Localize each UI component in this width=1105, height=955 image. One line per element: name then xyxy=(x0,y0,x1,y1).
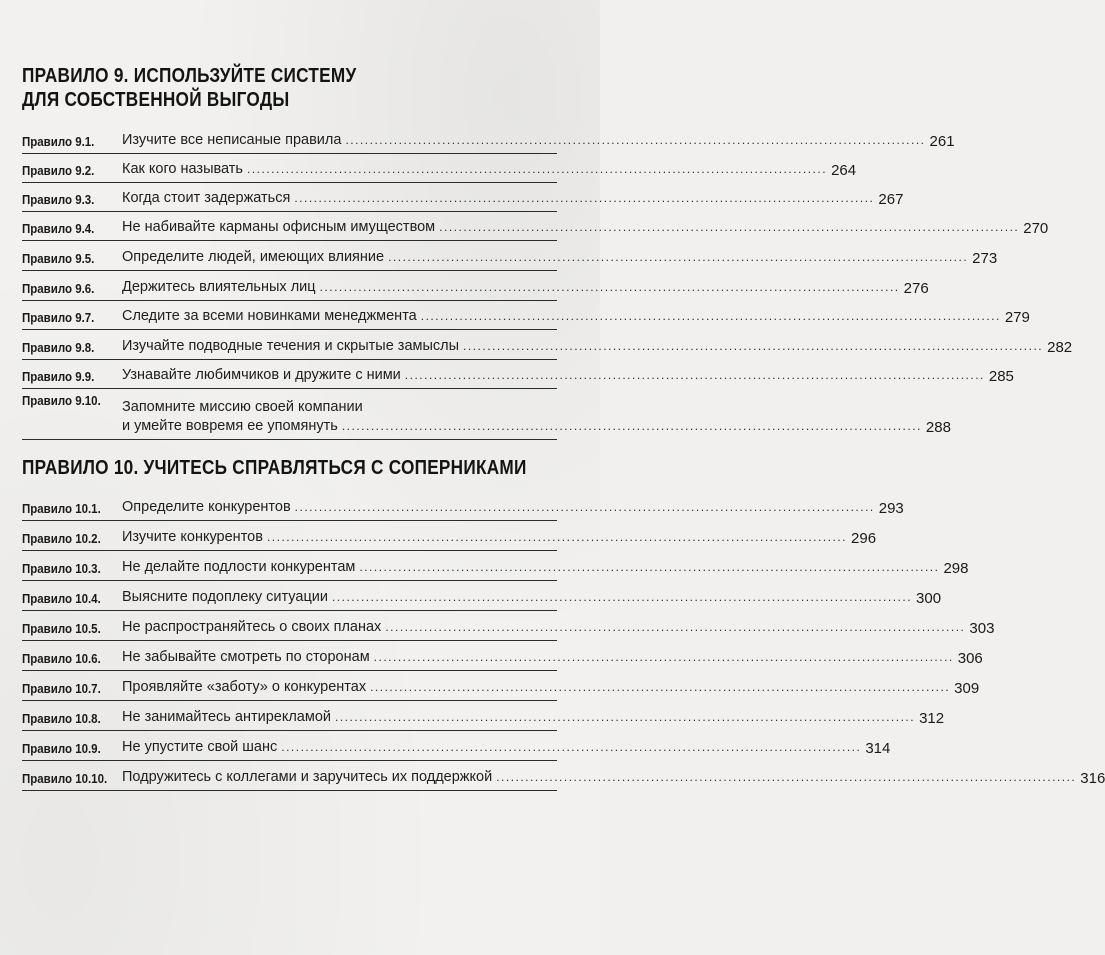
section-title xyxy=(22,64,482,112)
page-number: 312 xyxy=(919,710,945,727)
page-number: 264 xyxy=(831,162,857,179)
rule-title: Не распространяйтесь о своих планах xyxy=(122,619,382,635)
dot-leader: ........................................................................................................................ xyxy=(463,339,1044,353)
page-number: 303 xyxy=(969,620,995,637)
toc-entry xyxy=(22,521,877,551)
section-title xyxy=(22,456,527,480)
dot-leader: ........................................................................................................................ xyxy=(281,740,862,754)
rule-title: Изучайте подводные течения и скрытые замыслы xyxy=(122,338,460,354)
toc-entry xyxy=(22,581,942,611)
dot-leader: ........................................................................................................................ xyxy=(246,162,828,176)
toc-entry xyxy=(22,611,995,641)
rule-number: Правило 9.5. xyxy=(22,252,95,266)
toc-entry xyxy=(22,761,1105,791)
page-number: 316 xyxy=(1080,770,1105,787)
rule-title: Не делайте подлости конкурентам xyxy=(122,559,356,575)
rule-number: Правило 10.3. xyxy=(22,562,101,576)
toc-entry xyxy=(22,491,904,521)
dot-leader: ........................................................................................................................ xyxy=(370,680,951,694)
page-number: 288 xyxy=(925,419,951,436)
page-number: 285 xyxy=(988,368,1014,385)
toc-entry-list xyxy=(22,124,1073,440)
dot-leader: ........................................................................................................................ xyxy=(388,250,969,264)
toc-entry xyxy=(22,183,904,212)
dot-leader: ........................................................................................................................ xyxy=(341,419,922,433)
rule-number: Правило 10.9. xyxy=(22,742,101,756)
page-number: 306 xyxy=(957,650,983,667)
toc-section-rule-10 xyxy=(22,456,1105,791)
rule-number: Правило 9.2. xyxy=(22,164,95,178)
rule-number: Правило 10.8. xyxy=(22,712,101,726)
rule-title: Проявляйте «заботу» о конкурентах xyxy=(122,679,367,695)
dot-leader: ........................................................................................................................ xyxy=(266,530,848,544)
rule-number: Правило 10.4. xyxy=(22,592,101,606)
rule-title: Как кого называть xyxy=(122,161,243,177)
rule-title: Не упустите свой шанс xyxy=(122,739,278,755)
page-number: 298 xyxy=(943,560,969,577)
rule-number: Правило 10.10. xyxy=(22,772,108,786)
dot-leader: ........................................................................................................................ xyxy=(373,650,954,664)
rule-title-line: и умейте вовремя ее упомянуть xyxy=(122,418,338,434)
dot-leader: ........................................................................................................................ xyxy=(359,560,940,574)
toc-entry xyxy=(22,271,929,301)
rule-number: Правило 9.3. xyxy=(22,193,95,207)
rule-number: Правило 10.6. xyxy=(22,652,101,666)
page-number: 300 xyxy=(916,590,942,607)
rule-title: Следите за всеми новинками менеджмента xyxy=(122,308,417,324)
toc-entry xyxy=(22,671,980,701)
dot-leader: ........................................................................................................................ xyxy=(294,191,875,205)
dot-leader: ........................................................................................................................ xyxy=(439,220,1020,234)
dot-leader: ........................................................................................................................ xyxy=(385,620,966,634)
rule-number: Правило 10.2. xyxy=(22,532,101,546)
toc-entry xyxy=(22,301,1030,330)
toc-entry xyxy=(22,551,969,581)
dot-leader: ........................................................................................................................ xyxy=(496,770,1077,784)
rule-number: Правило 10.1. xyxy=(22,502,101,516)
rule-title: Подружитесь с коллегами и заручитесь их поддержкой xyxy=(122,769,493,785)
page-number: 293 xyxy=(878,500,904,517)
rule-number: Правило 9.8. xyxy=(22,341,95,355)
rule-title: Узнавайте любимчиков и дружите с ними xyxy=(122,367,401,383)
rule-title: Держитесь влиятельных лиц xyxy=(122,279,316,295)
dot-leader: ........................................................................................................................ xyxy=(404,368,985,382)
rule-title: Определите людей, имеющих влияние xyxy=(122,249,385,265)
rule-number: Правило 9.6. xyxy=(22,282,95,296)
dot-leader: ........................................................................................................................ xyxy=(345,133,926,147)
rule-title: Изучите конкурентов xyxy=(122,529,263,545)
toc-entry xyxy=(22,212,1049,241)
toc-section-rule-9 xyxy=(22,64,1073,440)
page-number: 267 xyxy=(878,191,904,208)
page-number: 309 xyxy=(954,680,980,697)
toc-entry xyxy=(22,124,955,154)
rule-title: Не занимайтесь антирекламой xyxy=(122,709,331,725)
toc-entry xyxy=(22,241,998,271)
dot-leader: ........................................................................................................................ xyxy=(335,710,916,724)
toc-entry xyxy=(22,154,857,183)
rule-number: Правило 9.9. xyxy=(22,370,95,384)
rule-number: Правило 10.7. xyxy=(22,682,101,696)
dot-leader: ........................................................................................................................ xyxy=(294,500,875,514)
page-number: 270 xyxy=(1023,220,1049,237)
toc-entry xyxy=(22,641,983,671)
rule-number: Правило 9.4. xyxy=(22,222,95,236)
page-number: 279 xyxy=(1004,309,1030,326)
rule-number: Правило 9.7. xyxy=(22,311,95,325)
toc-entry xyxy=(22,360,1014,389)
toc-entry xyxy=(22,731,891,761)
dot-leader: ........................................................................................................................ xyxy=(319,280,900,294)
page-number: 261 xyxy=(929,133,955,150)
page-number: 282 xyxy=(1047,339,1073,356)
rule-title: Не набивайте карманы офисным имуществом xyxy=(122,219,436,235)
rule-title: Не забывайте смотреть по сторонам xyxy=(122,649,370,665)
rule-title: Изучите все неписаные правила xyxy=(122,132,342,148)
rule-title: Когда стоит задержаться xyxy=(122,190,291,206)
toc-entry xyxy=(22,389,951,440)
section-title-line: ДЛЯ СОБСТВЕННОЙ ВЫГОДЫ xyxy=(22,89,290,111)
page-number: 314 xyxy=(865,740,891,757)
rule-title: Определите конкурентов xyxy=(122,499,291,515)
page-number: 276 xyxy=(903,280,929,297)
rule-title-line: Запомните миссию своей компании xyxy=(122,399,363,415)
section-title-line: ПРАВИЛО 9. ИСПОЛЬЗУЙТЕ СИСТЕМУ xyxy=(22,65,357,87)
page-number: 296 xyxy=(851,530,877,547)
rule-title: Выясните подоплеку ситуации xyxy=(122,589,328,605)
rule-number: Правило 9.1. xyxy=(22,135,95,149)
dot-leader: ........................................................................................................................ xyxy=(420,309,1001,323)
toc-entry xyxy=(22,330,1073,360)
page-number: 273 xyxy=(972,250,998,267)
section-title-line: ПРАВИЛО 10. УЧИТЕСЬ СПРАВЛЯТЬСЯ С СОПЕРНИКАМИ xyxy=(22,457,527,479)
rule-number: Правило 10.5. xyxy=(22,622,101,636)
toc-entry xyxy=(22,701,945,731)
dot-leader: ........................................................................................................................ xyxy=(331,590,913,604)
toc-entry-list xyxy=(22,491,1105,791)
rule-number: Правило 9.10. xyxy=(22,394,101,408)
